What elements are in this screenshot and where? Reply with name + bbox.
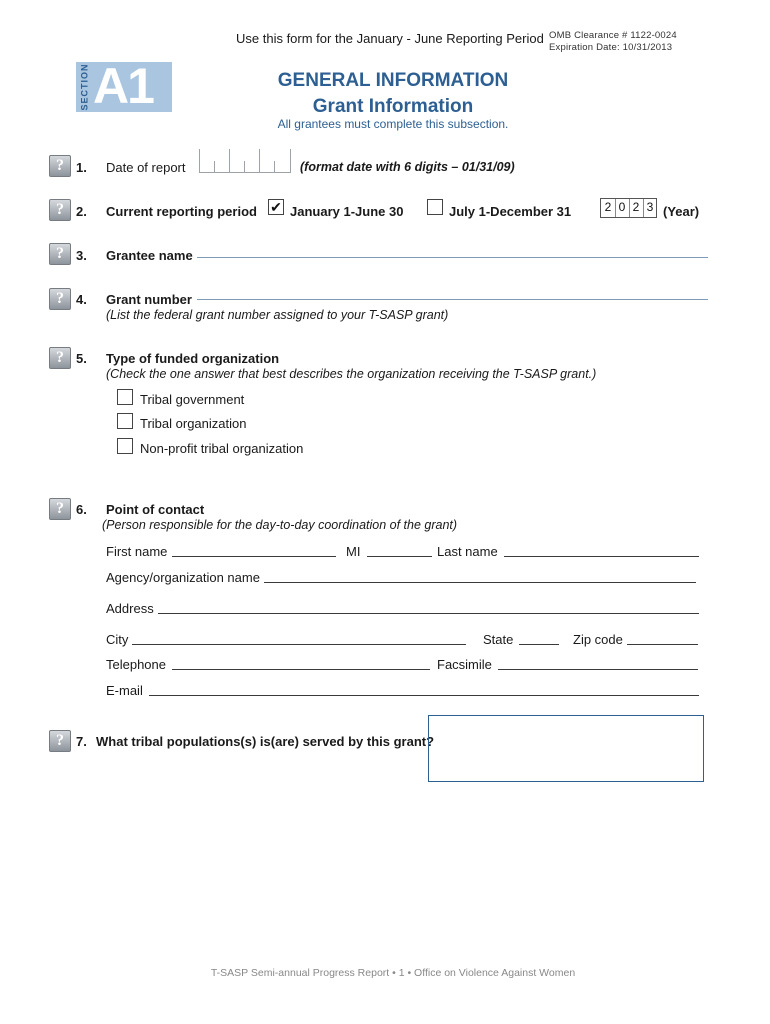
january-june-label: January 1-June 30 [290,204,404,219]
reporting-period-label: Current reporting period [106,204,257,219]
city-field[interactable] [132,644,466,645]
organization-type-hint: (Check the one answer that best describes the organization receiving the T-SASP grant.) [106,367,597,381]
email-field[interactable] [149,695,699,696]
mi-field[interactable] [367,556,432,557]
expiration-date: Expiration Date: 10/31/2013 [549,42,673,53]
question-number: 4. [76,292,87,307]
omb-clearance: OMB Clearance # 1122-0024 [549,30,677,41]
non-profit-tribal-organization-label: Non-profit tribal organization [140,441,304,456]
grant-number-hint: (List the federal grant number assigned to your T-SASP grant) [106,308,449,322]
tribal-government-checkbox[interactable] [117,389,133,405]
help-icon[interactable]: ? [49,347,71,369]
help-icon[interactable]: ? [49,730,71,752]
state-label: State [483,632,514,647]
first-name-label: First name [106,544,168,559]
non-profit-tribal-organization-checkbox[interactable] [117,438,133,454]
last-name-field[interactable] [504,556,699,557]
grant-number-field[interactable] [197,299,708,300]
help-icon[interactable]: ? [49,155,71,177]
page-footer: T-SASP Semi-annual Progress Report • 1 • Office on Violence Against Women [210,967,576,979]
tribal-populations-label: What tribal populations(s) is(are) served by this grant? [96,734,435,749]
section-code: A1 [93,58,153,114]
organization-type-label: Type of funded organization [106,351,280,366]
zip-code-field[interactable] [627,644,698,645]
section-title: GENERAL INFORMATION [277,70,509,91]
grantee-name-label: Grantee name [106,248,193,263]
july-december-label: July 1-December 31 [449,204,572,219]
question-number: 3. [76,248,87,263]
facsimile-label: Facsimile [437,657,492,672]
section-subtitle: Grant Information [312,96,474,117]
mi-label: MI [346,544,361,559]
section-instruction: All grantees must complete this subsection. [277,117,509,131]
tribal-organization-label: Tribal organization [140,416,247,431]
question-number: 5. [76,351,87,366]
question-number: 7. [76,734,87,749]
address-label: Address [106,601,154,616]
facsimile-field[interactable] [498,669,698,670]
help-icon[interactable]: ? [49,243,71,265]
date-format-hint: (format date with 6 digits – 01/31/09) [300,160,515,174]
year-digit: 3 [646,200,654,214]
point-of-contact-label: Point of contact [106,502,205,517]
help-icon[interactable]: ? [49,199,71,221]
year-label: (Year) [663,204,700,219]
question-number: 1. [76,160,87,175]
help-icon[interactable]: ? [49,498,71,520]
help-icon[interactable]: ? [49,288,71,310]
question-number: 6. [76,502,87,517]
zip-code-label: Zip code [573,632,623,647]
date-of-report-input[interactable] [199,149,291,173]
state-field[interactable] [519,644,559,645]
year-digit: 0 [618,200,626,214]
telephone-label: Telephone [106,657,166,672]
tribal-government-label: Tribal government [140,392,245,407]
question-number: 2. [76,204,87,219]
agency-label: Agency/organization name [106,570,260,585]
year-input[interactable] [600,198,657,218]
grantee-name-field[interactable] [197,257,708,258]
first-name-field[interactable] [172,556,336,557]
point-of-contact-hint: (Person responsible for the day-to-day coordination of the grant) [102,518,458,532]
date-of-report-label: Date of report [106,160,186,175]
july-december-checkbox[interactable] [427,199,443,215]
year-digit: 2 [632,200,640,214]
january-june-checkbox[interactable]: ✔ [268,199,284,215]
tribal-organization-checkbox[interactable] [117,413,133,429]
grant-number-label: Grant number [106,292,192,307]
section-word: SECTION [79,63,90,111]
year-digit: 2 [604,200,612,214]
omb-info [549,30,677,54]
last-name-label: Last name [437,544,498,559]
tribal-populations-textarea[interactable] [428,715,704,782]
address-field[interactable] [158,613,699,614]
telephone-field[interactable] [172,669,430,670]
agency-field[interactable] [264,582,696,583]
city-label: City [106,632,129,647]
reporting-period-notice: Use this form for the January - June Reporting Period [236,31,544,46]
email-label: E-mail [106,683,143,698]
